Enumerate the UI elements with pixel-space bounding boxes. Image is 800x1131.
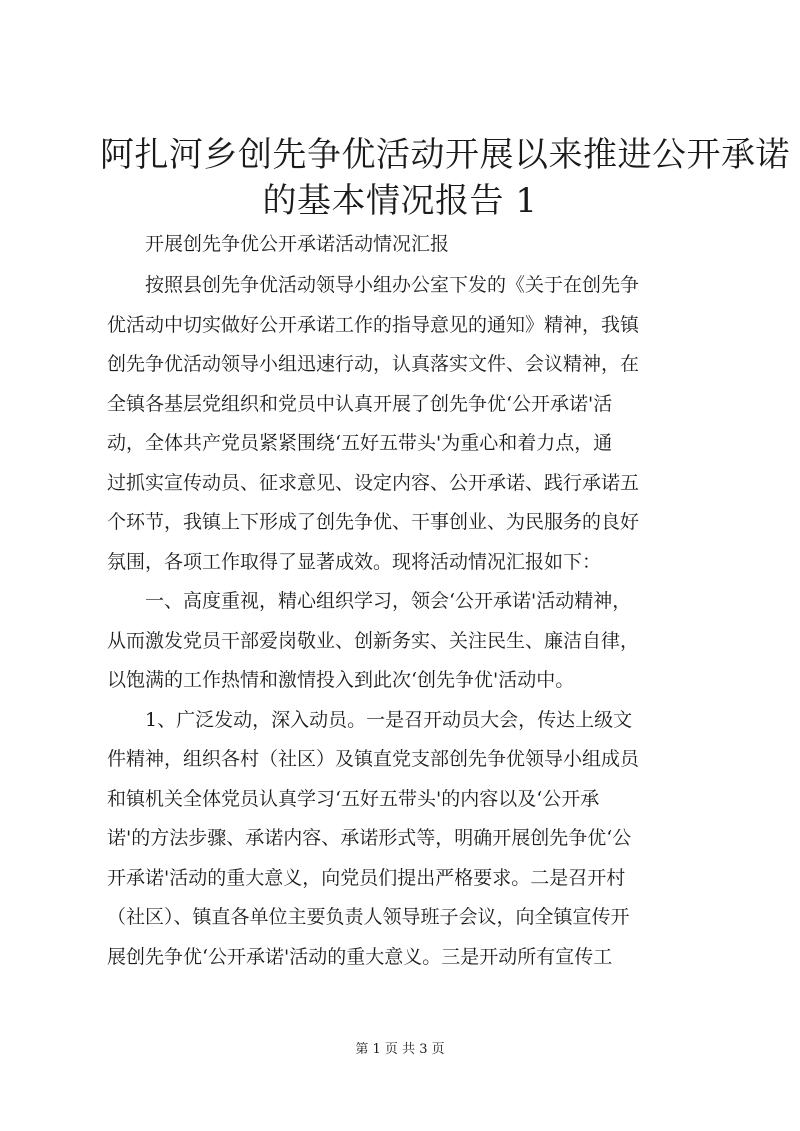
text-line: 一、高度重视，精心组织学习，领会‘公开承诺'活动精神， [145, 590, 632, 612]
title-line-1: 阿扎河乡创先争优活动开展以来推进公开承诺 [100, 135, 790, 175]
paragraph-3 [107, 701, 707, 978]
text-line: 创先争优活动领导小组迅速行动，认真落实文件、会议精神，在 [107, 353, 640, 375]
document-title [100, 132, 790, 224]
text-line: 动，全体共产党员紧紧围绕‘五好五带头'为重心和着力点，通 [107, 432, 613, 454]
page-footer: 第 1 页 共 3 页 [355, 1042, 445, 1057]
text-line: 过抓实宣传动员、征求意见、设定内容、公开承诺、践行承诺五 [107, 471, 640, 494]
paragraph-1 [107, 266, 707, 582]
text-line: 个环节，我镇上下形成了创先争优、干事创业、为民服务的良好 [107, 511, 640, 533]
text-line: 全镇各基层党组织和党员中认真开展了创先争优‘公开承诺'活 [107, 392, 613, 415]
text-line: 氛围，各项工作取得了显著成效。现将活动情况汇报如下： [107, 550, 602, 573]
document-body [107, 222, 707, 977]
document-subtitle: 开展创先争优公开承诺活动情况汇报 [145, 233, 450, 255]
title-line-2: 的基本情况报告 1 [262, 181, 538, 221]
text-line: 1、广泛发动，深入动员。一是召开动员大会，传达上级文 [145, 708, 633, 731]
text-line: （社区）、镇直各单位主要负责人领导班子会议，向全镇宣传开 [107, 906, 630, 928]
text-line: 优活动中切实做好公开承诺工作的指导意见的通知》精神，我镇 [107, 313, 640, 336]
text-line: 按照县创先争优活动领导小组办公室下发的《关于在创先争 [145, 274, 640, 296]
text-line: 以饱满的工作热情和激情投入到此次‘创先争优'活动中。 [107, 669, 575, 691]
text-line: 诺'的方法步骤、承诺内容、承诺形式等，明确开展创先争优‘公 [107, 827, 632, 849]
text-line: 和镇机关全体党员认真学习‘五好五带头'的内容以及‘公开承 [107, 787, 600, 810]
text-line: 从而激发党员干部爱岗敬业、创新务实、关注民生、廉洁自律， [107, 629, 640, 652]
text-line: 展创先争优‘公开承诺'活动的重大意义。三是开动所有宣传工 [107, 945, 613, 968]
paragraph-2 [107, 582, 707, 701]
text-line: 开承诺'活动的重大意义，向党员们提出严格要求。二是召开村 [107, 866, 626, 889]
text-line: 件精神，组织各村（社区）及镇直党支部创先争优领导小组成员 [107, 748, 640, 770]
